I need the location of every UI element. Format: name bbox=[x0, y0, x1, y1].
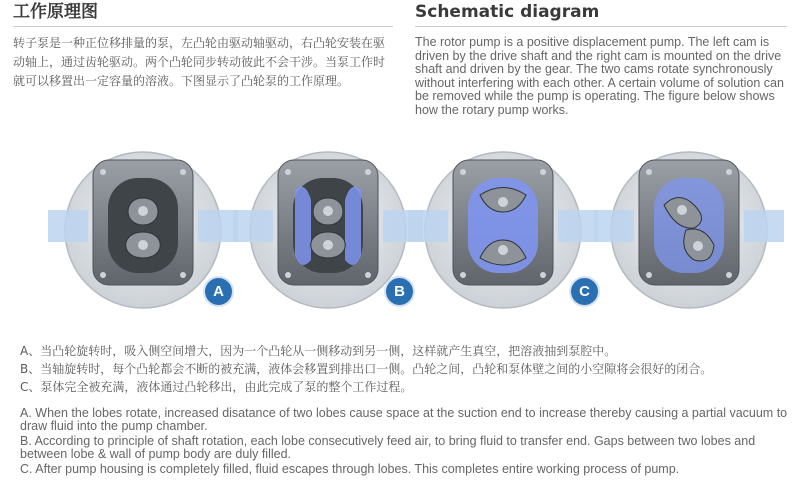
pump-illustration-d bbox=[594, 150, 784, 310]
english-step-c: C. After pump housing is completely filled, fluid escapes through lobes. This completes entire working process of pump. bbox=[20, 461, 680, 476]
english-step-a: A. When the lobes rotate, increased disatance of two lobes cause space at the suction end to increase thereby causing a partial vacuum to draw fluid into the pump chamber. bbox=[20, 406, 788, 434]
chinese-step-b: B、当轴旋转时，每个凸轮都会不断的被充满，液体会移置到排出口一侧。凸轮之间，凸轮和泵体壁之间的小空隙将会很好的闭合。 bbox=[20, 362, 713, 376]
pump-diagram-d bbox=[594, 150, 784, 310]
chinese-intro-section bbox=[13, 0, 393, 91]
step-badge-a: A bbox=[205, 278, 232, 305]
english-steps-list bbox=[20, 407, 790, 477]
english-step-b: B. According to principle of shaft rotation, each lobe consecutively feed air, to bring fluid to transfer end. Gaps between two lobes and between lobe & wall of pump body are duly filled. bbox=[20, 433, 756, 462]
chinese-steps-list bbox=[20, 342, 790, 396]
title-divider bbox=[13, 26, 393, 27]
pump-illustration-a bbox=[48, 150, 238, 310]
pump-diagram-c bbox=[408, 150, 598, 310]
pump-illustration-c bbox=[408, 150, 598, 310]
english-intro-paragraph: The rotor pump is a positive displacement pump. The left cam is driven by the drive shaft and the right cam is mounted on the drive shaft and driven by the gear. The two cams rotate synchronously without interfering with each other. A certain volume of solution can be removed while the pump is operating. The figure below shows how the rotary pump works. bbox=[415, 35, 784, 117]
step-badge-b: B bbox=[386, 278, 413, 305]
chinese-step-c: C、泵体完全被充满，液体通过凸轮移出，由此完成了泵的整个工作过程。 bbox=[20, 380, 413, 394]
title-divider bbox=[415, 26, 787, 27]
pump-illustrations bbox=[0, 150, 800, 310]
chinese-step-a: A、当凸轮旋转时，吸入侧空间增大，因为一个凸轮从一侧移动到另一侧，这样就产生真空，把溶液抽到泵腔中。 bbox=[20, 344, 617, 358]
step-badge-c: C bbox=[571, 278, 598, 305]
chinese-section-title: 工作原理图 bbox=[13, 2, 98, 22]
pump-illustration-b bbox=[233, 150, 423, 310]
english-intro-section bbox=[415, 0, 787, 118]
chinese-intro-paragraph: 转子泵是一种正位移排量的泵，左凸轮由驱动轴驱动，右凸轮安装在驱动轴上，通过齿轮驱动。两个凸轮同步转动彼此不会干涉。当泵工作时就可以移置出一定容量的溶液。下图显示了凸轮泵的工作原理。 bbox=[13, 36, 386, 88]
english-section-title: Schematic diagram bbox=[415, 2, 600, 22]
